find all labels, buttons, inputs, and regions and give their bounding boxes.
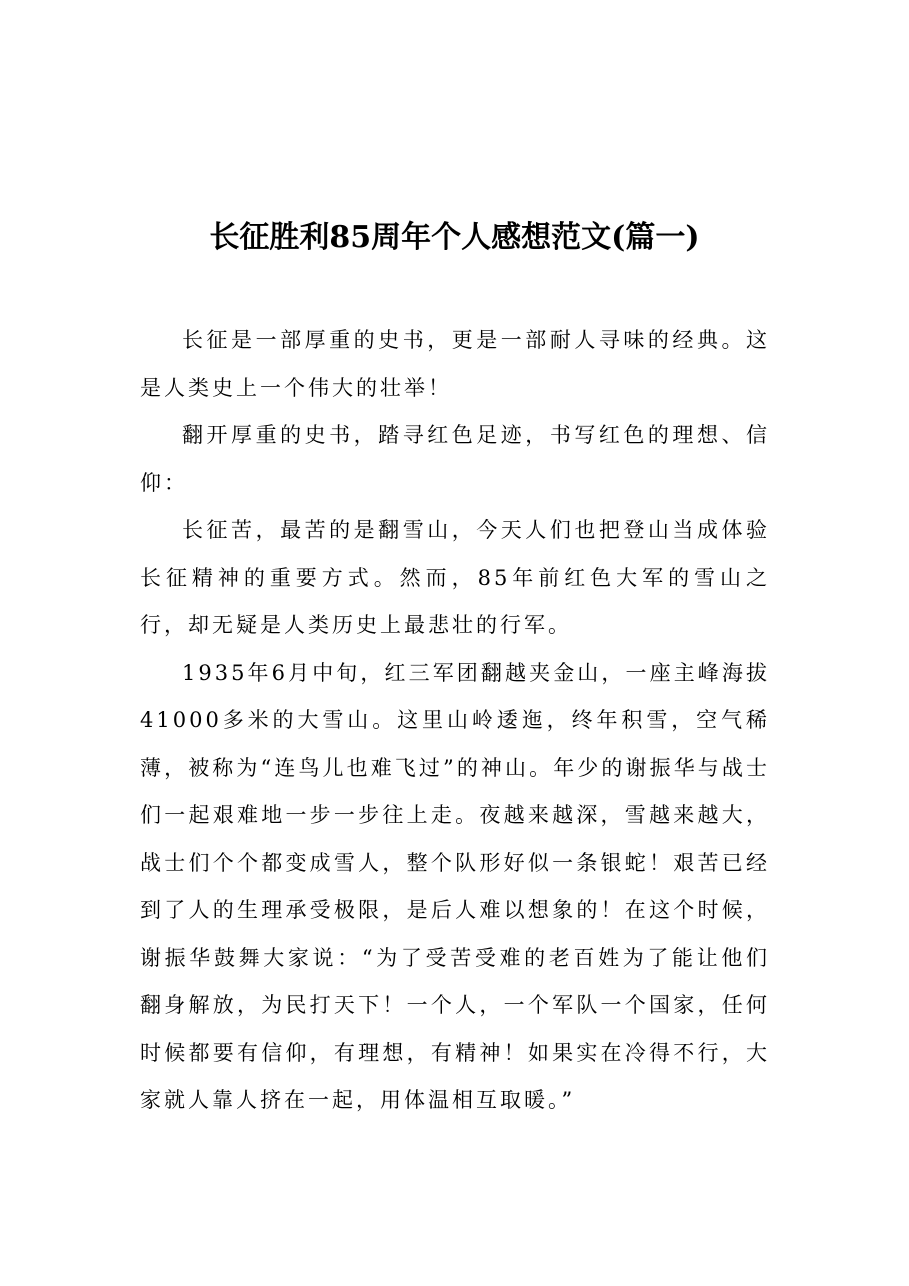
document-body bbox=[140, 317, 770, 1125]
paragraph-2: 翻开厚重的史书，踏寻红色足迹，书写红色的理想、信仰： bbox=[140, 423, 770, 495]
paragraph-1: 长征是一部厚重的史书，更是一部耐人寻味的经典。这是人类史上一个伟大的壮举！ bbox=[140, 328, 770, 400]
document-title: 长征胜利85周年个人感想范文(篇一) bbox=[209, 220, 700, 255]
paragraph-4: 1935年6月中旬，红三军团翻越夹金山，一座主峰海拔41000多米的大雪山。这里山岭逶迤，终年积雪，空气稀薄，被称为“连鸟儿也难飞过”的神山。年少的谢振华与战士们一起艰难地一步一步往上走。夜越来越深，雪越来越大，战士们个个都变成雪人，整个队形好似一条银蛇！艰苦已经到了人的生理承受极限，是后人难以想象的！在这个时候，谢振华鼓舞大家说：“为了受苦受难的老百姓为了能让他们翻身解放，为民打天下！一个人，一个军队一个国家，任何时候都要有信仰，有理想，有精神！如果实在冷得不行，大家就人靠人挤在一起，用体温相互取暖。” bbox=[140, 660, 770, 1112]
paragraph-3: 长征苦，最苦的是翻雪山，今天人们也把登山当成体验长征精神的重要方式。然而，85年前红色大军的雪山之行，却无疑是人类历史上最悲壮的行军。 bbox=[140, 518, 770, 637]
